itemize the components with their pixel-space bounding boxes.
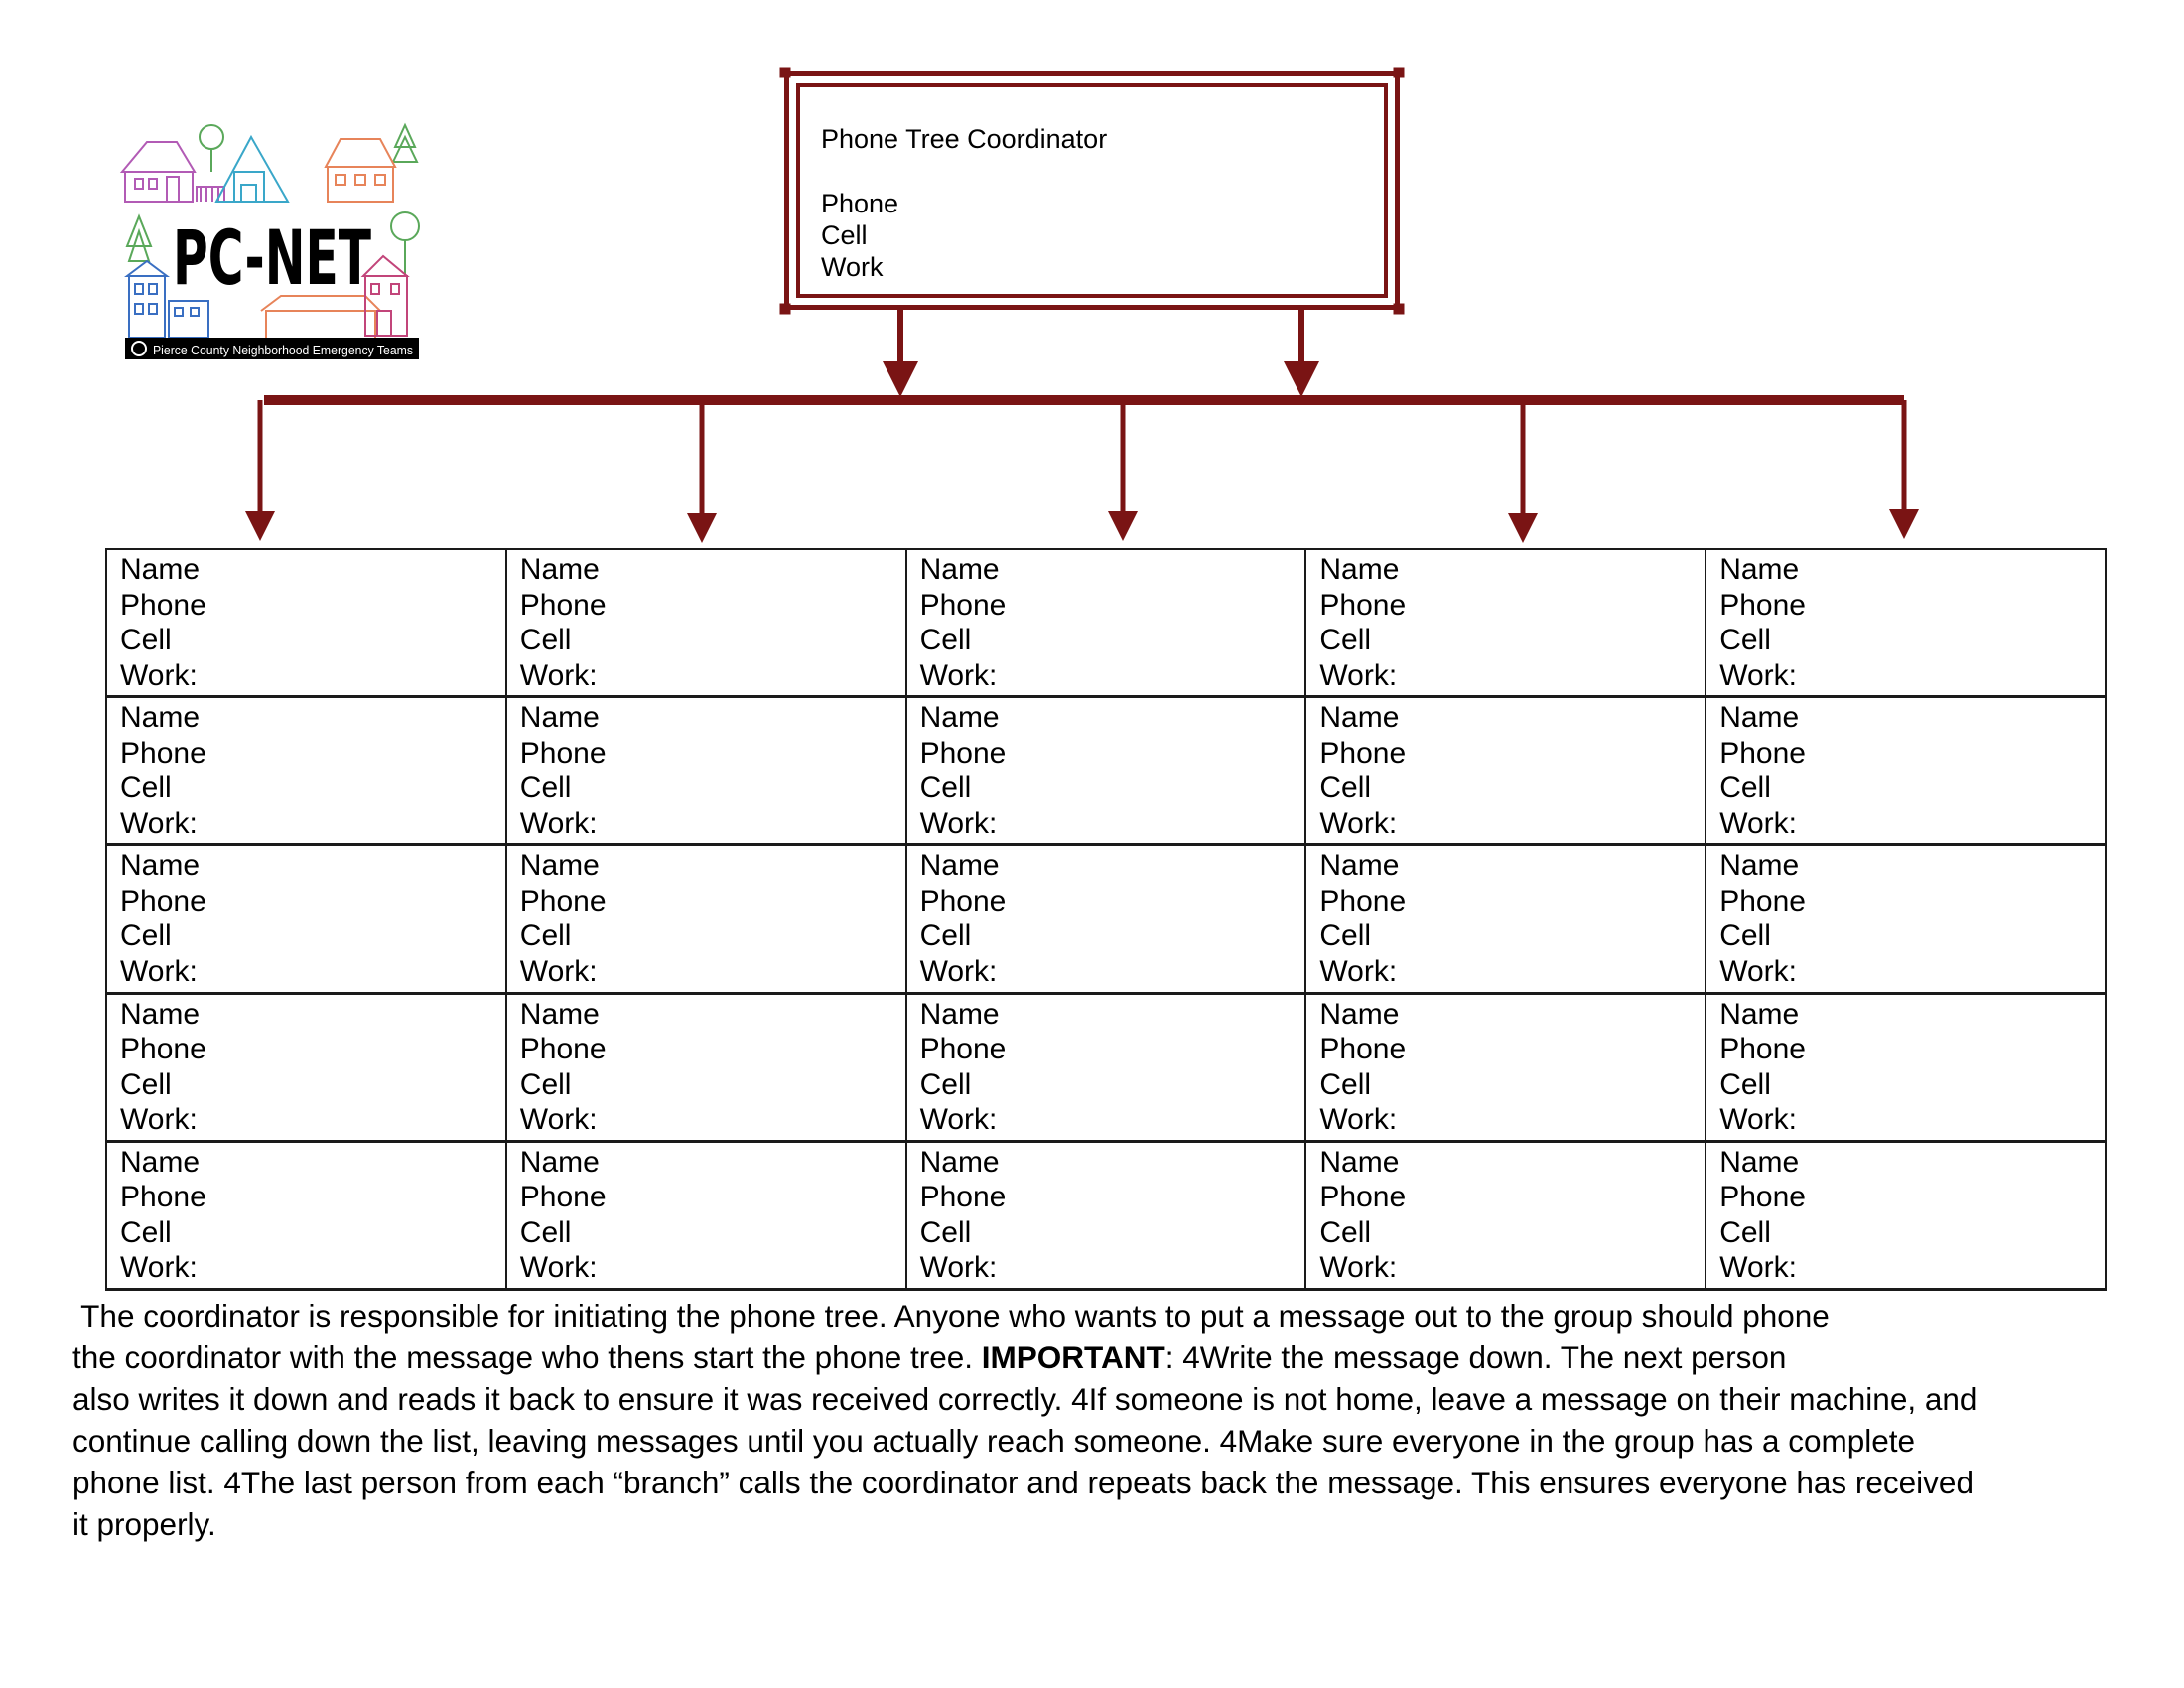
cell-label: Cell xyxy=(519,624,572,656)
work-label: Work: xyxy=(919,954,998,988)
work-label: Work: xyxy=(1319,1251,1398,1285)
contact-cell xyxy=(1706,845,2106,993)
contact-cell xyxy=(1305,1141,1706,1289)
instructions-line-5: phone list. 4The last person from each “branch” calls the coordinator and repeats back the message. This ensures everyone has received xyxy=(72,1465,1974,1500)
cell-label: Cell xyxy=(919,624,972,656)
coordinator-title: Phone Tree Coordinator xyxy=(821,124,1108,154)
name-label: Name xyxy=(519,553,600,586)
cell-label: Cell xyxy=(919,772,972,805)
name-label: Name xyxy=(1719,997,1800,1031)
phone-label: Phone xyxy=(519,736,607,770)
contact-cell xyxy=(106,993,506,1141)
work-label: Work: xyxy=(1319,806,1398,840)
work-label: Work: xyxy=(120,1103,198,1137)
logo-tagline: Pierce County Neighborhood Emergency Teams xyxy=(153,343,414,357)
phone-tree-grid xyxy=(105,548,2107,1291)
contact-cell xyxy=(506,845,906,993)
phone-label: Phone xyxy=(1719,588,1806,622)
work-label: Work: xyxy=(1719,1251,1797,1285)
cell-label: Cell xyxy=(919,919,972,953)
phone-label: Phone xyxy=(519,588,607,622)
corner-rivet-tr xyxy=(1394,68,1404,77)
corner-rivet-tl xyxy=(780,68,790,77)
instructions-line-2 xyxy=(72,1336,2137,1378)
phone-label: Phone xyxy=(120,884,206,917)
grid-row xyxy=(106,1141,2106,1289)
phone-label: Phone xyxy=(1319,1033,1407,1066)
phone-label: Phone xyxy=(1319,736,1407,770)
contact-cell xyxy=(1305,549,1706,697)
contact-cell xyxy=(1305,845,1706,993)
name-label: Name xyxy=(1719,1145,1800,1179)
name-label: Name xyxy=(1319,701,1400,735)
contact-cell xyxy=(1305,697,1706,845)
cell-label: Cell xyxy=(919,1067,972,1101)
instructions-line-2-end: : 4Write the message down. The next person xyxy=(1164,1339,1787,1375)
name-label: Name xyxy=(919,1145,1000,1179)
name-label: Name xyxy=(120,849,201,883)
phone-label: Phone xyxy=(1719,1181,1806,1214)
cell-label: Cell xyxy=(519,1215,572,1249)
phone-label: Phone xyxy=(919,884,1007,917)
name-label: Name xyxy=(120,701,201,735)
work-label: Work: xyxy=(1319,658,1398,692)
contact-cell xyxy=(906,1141,1306,1289)
corner-rivet-br xyxy=(1394,304,1404,314)
instructions-paragraph xyxy=(72,1295,2137,1545)
work-label: Work: xyxy=(120,1251,198,1285)
contact-cell xyxy=(906,549,1306,697)
work-label: Work: xyxy=(1319,954,1398,988)
name-label: Name xyxy=(919,701,1000,735)
work-label: Work: xyxy=(919,1251,998,1285)
phone-label: Phone xyxy=(919,1181,1007,1214)
coordinator-work-label: Work xyxy=(821,252,884,282)
phone-label: Phone xyxy=(919,588,1007,622)
cell-label: Cell xyxy=(519,1067,572,1101)
contact-cell xyxy=(1706,993,2106,1141)
name-label: Name xyxy=(1319,1145,1400,1179)
cell-label: Cell xyxy=(120,772,172,805)
cell-label: Cell xyxy=(519,919,572,953)
phone-label: Phone xyxy=(120,1033,206,1066)
contact-cell xyxy=(506,549,906,697)
name-label: Name xyxy=(120,997,201,1031)
instructions-line-4: continue calling down the list, leaving messages until you actually reach someone. 4Make sure everyone in the group has a complete xyxy=(72,1423,1916,1459)
name-label: Name xyxy=(120,553,201,586)
contact-cell xyxy=(1706,697,2106,845)
phone-label: Phone xyxy=(120,588,206,622)
work-label: Work: xyxy=(120,806,198,840)
phone-label: Phone xyxy=(519,1033,607,1066)
contact-cell xyxy=(1305,993,1706,1141)
cell-label: Cell xyxy=(1319,1215,1372,1249)
logo-wordmark: PC-NET xyxy=(173,213,372,302)
phone-label: Phone xyxy=(1319,884,1407,917)
instructions-line-1: The coordinator is responsible for initiating the phone tree. Anyone who wants to put a message out to the group should phone xyxy=(72,1298,1830,1334)
work-label: Work: xyxy=(519,658,598,692)
contact-cell xyxy=(906,993,1306,1141)
cell-label: Cell xyxy=(1719,1215,1771,1249)
phone-label: Phone xyxy=(1719,1033,1806,1066)
phone-label: Phone xyxy=(1319,1181,1407,1214)
work-label: Work: xyxy=(519,1251,598,1285)
cell-label: Cell xyxy=(1719,919,1771,953)
cell-label: Cell xyxy=(1719,624,1771,656)
name-label: Name xyxy=(519,1145,600,1179)
name-label: Name xyxy=(1319,997,1400,1031)
contact-cell xyxy=(106,697,506,845)
contact-cell xyxy=(906,845,1306,993)
phone-label: Phone xyxy=(120,736,206,770)
name-label: Name xyxy=(519,849,600,883)
work-label: Work: xyxy=(919,658,998,692)
work-label: Work: xyxy=(1719,658,1797,692)
grid-row xyxy=(106,549,2106,697)
grid-row xyxy=(106,697,2106,845)
contact-cell xyxy=(1706,1141,2106,1289)
cell-label: Cell xyxy=(120,1067,172,1101)
contact-cell xyxy=(506,1141,906,1289)
cell-label: Cell xyxy=(519,772,572,805)
name-label: Name xyxy=(120,1145,201,1179)
work-label: Work: xyxy=(519,806,598,840)
corner-rivet-bl xyxy=(780,304,790,314)
contact-cell xyxy=(106,1141,506,1289)
contact-cell xyxy=(906,697,1306,845)
name-label: Name xyxy=(1719,849,1800,883)
name-label: Name xyxy=(1319,849,1400,883)
work-label: Work: xyxy=(919,806,998,840)
name-label: Name xyxy=(1719,701,1800,735)
work-label: Work: xyxy=(519,954,598,988)
grid-row xyxy=(106,993,2106,1141)
important-label: IMPORTANT xyxy=(981,1339,1165,1375)
grid-row xyxy=(106,845,2106,993)
contact-cell xyxy=(506,993,906,1141)
coordinator-phone-label: Phone xyxy=(821,189,899,218)
name-label: Name xyxy=(1719,553,1800,586)
cell-label: Cell xyxy=(120,919,172,953)
cell-label: Cell xyxy=(1319,1067,1372,1101)
phone-label: Phone xyxy=(519,1181,607,1214)
instructions-line-3: also writes it down and reads it back to ensure it was received correctly. 4If someone is not home, leave a message on their machine, and xyxy=(72,1381,1978,1417)
work-label: Work: xyxy=(1719,806,1797,840)
contact-cell xyxy=(106,845,506,993)
work-label: Work: xyxy=(1719,954,1797,988)
tree-connectors xyxy=(0,0,2184,556)
phone-label: Phone xyxy=(1719,884,1806,917)
contact-cell xyxy=(1706,549,2106,697)
work-label: Work: xyxy=(120,954,198,988)
cell-label: Cell xyxy=(1319,919,1372,953)
work-label: Work: xyxy=(919,1103,998,1137)
work-label: Work: xyxy=(1719,1103,1797,1137)
work-label: Work: xyxy=(519,1103,598,1137)
name-label: Name xyxy=(919,849,1000,883)
cell-label: Cell xyxy=(1319,772,1372,805)
name-label: Name xyxy=(919,997,1000,1031)
instructions-line-6: it properly. xyxy=(72,1506,216,1542)
phone-label: Phone xyxy=(519,884,607,917)
instructions-line-2-start: the coordinator with the message who thens start the phone tree. xyxy=(72,1339,982,1375)
work-label: Work: xyxy=(120,658,198,692)
name-label: Name xyxy=(1319,553,1400,586)
cell-label: Cell xyxy=(120,624,172,656)
phone-label: Phone xyxy=(1719,736,1806,770)
cell-label: Cell xyxy=(120,1215,172,1249)
work-label: Work: xyxy=(1319,1103,1398,1137)
cell-label: Cell xyxy=(1719,772,1771,805)
contact-cell xyxy=(106,549,506,697)
coordinator-cell-label: Cell xyxy=(821,220,868,250)
name-label: Name xyxy=(519,997,600,1031)
name-label: Name xyxy=(919,553,1000,586)
cell-label: Cell xyxy=(1719,1067,1771,1101)
phone-label: Phone xyxy=(919,1033,1007,1066)
phone-label: Phone xyxy=(120,1181,206,1214)
phone-label: Phone xyxy=(1319,588,1407,622)
name-label: Name xyxy=(519,701,600,735)
phone-label: Phone xyxy=(919,736,1007,770)
contact-cell xyxy=(506,697,906,845)
cell-label: Cell xyxy=(1319,624,1372,656)
cell-label: Cell xyxy=(919,1215,972,1249)
